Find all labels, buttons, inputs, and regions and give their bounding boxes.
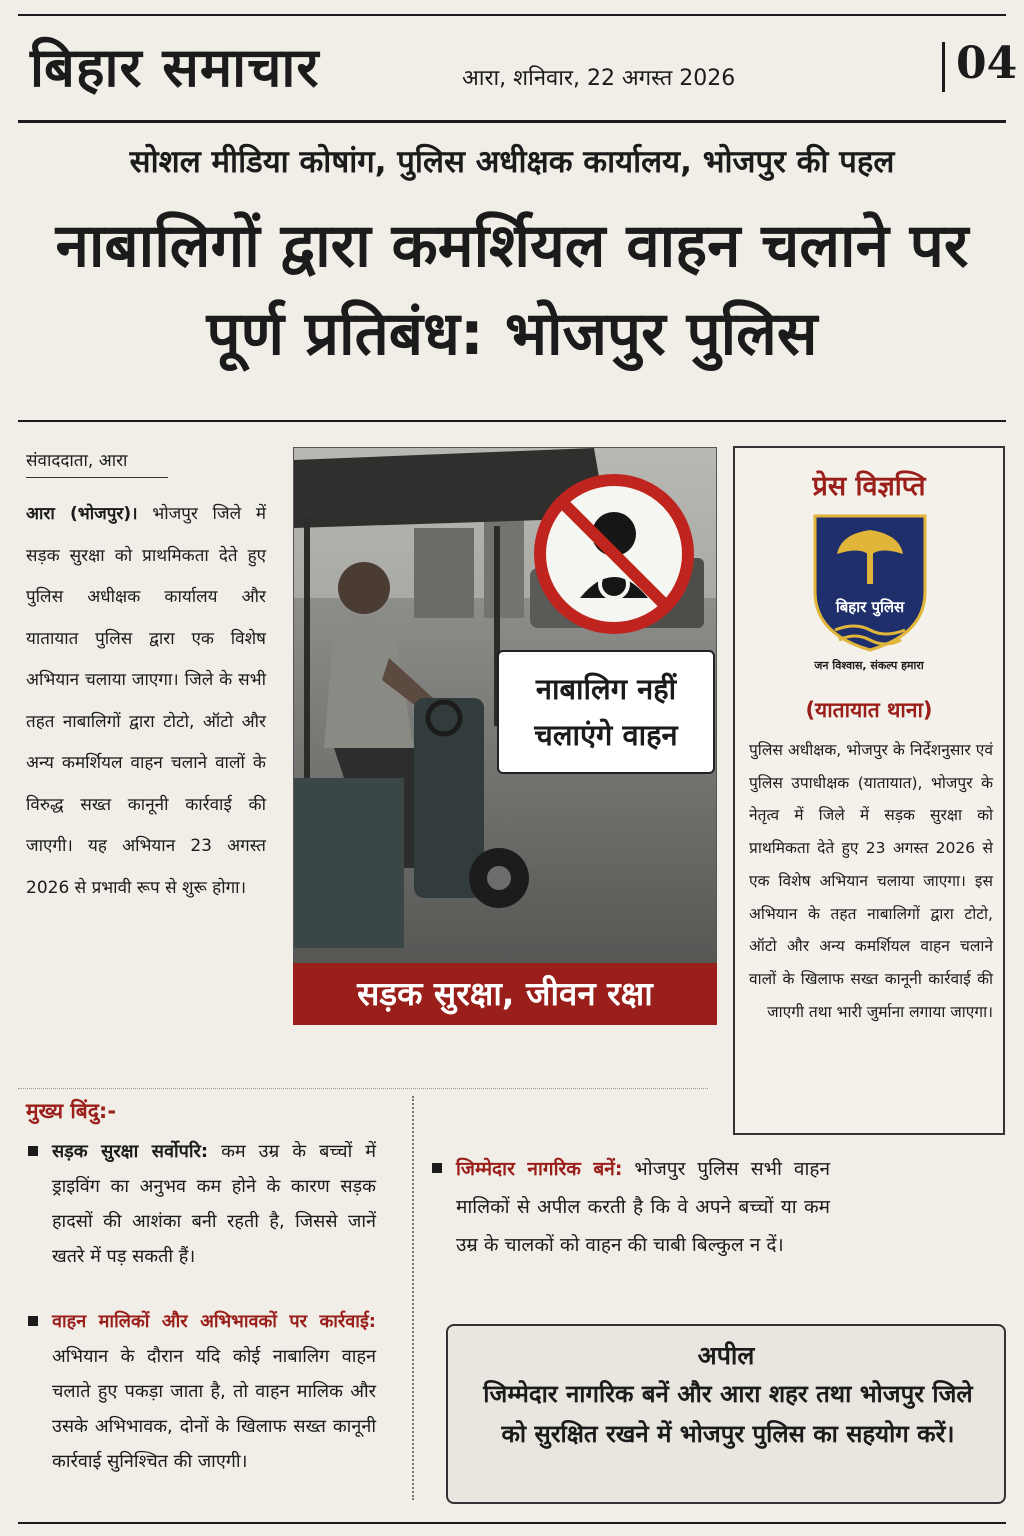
main-point-heading: वाहन मालिकों और अभिभावकों पर कार्रवाई: [52, 1311, 376, 1332]
press-release-body: पुलिस अधीक्षक, भोजपुर के निर्देशनुसार एवं पुलिस उपाधीक्षक (यातायात), भोजपुर के नेतृत्व में जिले में सड़क सुरक्षा को प्राथमिकता देते हुए 23 अगस्त 2026 से एक विशेष अभियान चलाया जाएगा। इस अभियान के तहत नाबालिगों द्वारा टोटो, ऑटो और अन्य कमर्शियल वाहन चलाने वालों के खिलाफ सख्त कानूनी कार्रवाई की जाएगी तथा भारी जुर्माना लगाया जाएगा। [749, 741, 993, 1021]
byline: संवाददाता, आरा [26, 451, 128, 471]
lead-place: आरा (भोजपुर)। [26, 504, 138, 524]
kicker-line: सोशल मीडिया कोषांग, पुलिस अधीक्षक कार्यालय, भोजपुर की पहल [129, 144, 895, 180]
lead-paragraph [26, 494, 266, 909]
main-point-item [28, 1304, 376, 1479]
bullet-icon [432, 1163, 442, 1173]
column-divider [412, 1096, 414, 1500]
page-number-divider [942, 42, 945, 92]
press-release-title: प्रेस विज्ञप्ति [812, 471, 926, 502]
main-points-title: मुख्य बिंदु:- [26, 1099, 117, 1123]
no-minor-driving-text: नाबालिग नहीं चलाएंगे वाहन [534, 672, 678, 752]
main-point-text: अभियान के दौरान यदि कोई नाबालिग वाहन चलाते हुए पकड़ा जाता है, तो वाहन मालिक और उसके अभिभावक, दोनों के खिलाफ सख्त कानूनी कार्रवाई सुनिश्चित की जाएगी। [52, 1346, 376, 1472]
page-number: 04 [956, 38, 1018, 89]
masthead-title: बिहार समाचार [30, 35, 320, 99]
press-release-subtitle: (यातायात थाना) [805, 698, 933, 722]
lead-text: भोजपुर जिले में सड़क सुरक्षा को प्राथमिकता देते हुए पुलिस अधीक्षक कार्यालय और यातायात पुलिस द्वारा एक विशेष अभियान चलाया जाएगा। जिले के सभी तहत नाबालिगों द्वारा टोटो, ऑटो और अन्य कमर्शियल वाहन चलाने वालों के विरुद्ध सख्त कानूनी कार्रवाई की जाएगी। यह अभियान 23 अगस्त 2026 से प्रभावी रूप से शुरू होगा। [26, 504, 266, 898]
main-point-item [28, 1134, 376, 1274]
appeal-text: जिम्मेदार नागरिक बनें और आरा शहर तथा भोजपुर जिले को सुरक्षित रखने में भोजपुर पुलिस का सहयोग करें। [483, 1380, 973, 1448]
masthead-rule [18, 120, 1006, 123]
main-point-heading: जिम्मेदार नागरिक बनें: [456, 1158, 623, 1180]
main-point-text: कम उम्र के बच्चों में ड्राइविंग का अनुभव कम होने के कारण सड़क हादसों की आशंका बनी रहती है, जिससे जानें खतरे में पड़ सकती हैं। [52, 1141, 376, 1267]
main-point-item [432, 1150, 830, 1264]
headline-rule [18, 420, 1006, 422]
bihar-police-emblem-icon [811, 512, 929, 652]
masthead-dateline: आरा, शनिवार, 22 अगस्त 2026 [462, 66, 736, 91]
press-release-box [733, 446, 1005, 1135]
bottom-rule [18, 1522, 1006, 1524]
headline: नाबालिगों द्वारा कमर्शियल वाहन चलाने पर पूर्ण प्रतिबंध: भोजपुर पुलिस [55, 211, 969, 369]
top-rule [18, 14, 1006, 16]
appeal-box [446, 1324, 1006, 1504]
main-point-heading: सड़क सुरक्षा सर्वोपरि: [52, 1141, 209, 1162]
byline-underline [26, 477, 168, 478]
appeal-title: अपील [697, 1341, 755, 1370]
no-minor-driving-sign [497, 650, 715, 774]
emblem-caption: जन विश्वास, संकल्प हमारा [814, 659, 924, 672]
road-safety-banner: सड़क सुरक्षा, जीवन रक्षा [293, 963, 717, 1025]
emblem-label: बिहार पुलिस [835, 598, 905, 616]
section-divider [18, 1088, 708, 1089]
main-point-text: भोजपुर पुलिस सभी वाहन मालिकों से अपील करती है कि वे अपने बच्चों या कम उम्र के चालकों को वाहन की चाबी बिल्कुल न दें। [456, 1158, 831, 1256]
bullet-icon [28, 1146, 38, 1156]
bullet-icon [28, 1316, 38, 1326]
